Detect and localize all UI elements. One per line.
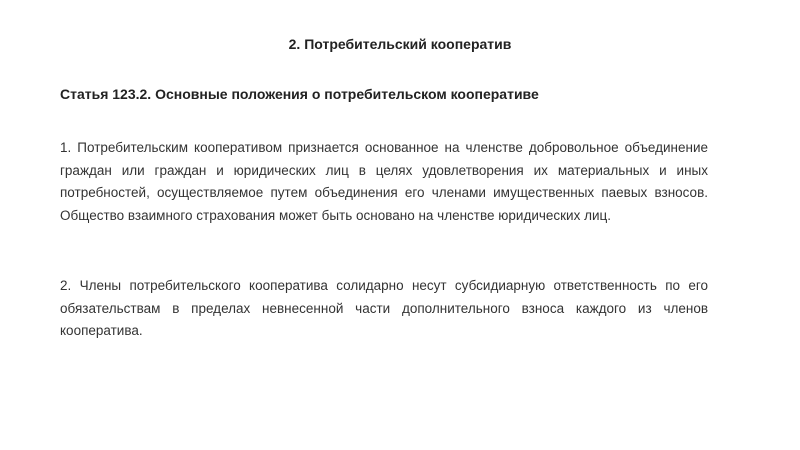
paragraph-1: 1. Потребительским кооперативом признается основанное на членстве добровольное объединение граждан или граждан и юридических лиц в целях удовлетворения их материальных и иных потребностей, осуществляемое путем объединения его членами имущественных паевых взносов. Общество взаимного страхования может быть основано на членстве юридических лиц.: [60, 140, 708, 223]
article-title: Статья 123.2. Основные положения о потребительском кооперативе: [60, 86, 539, 102]
section-title: 2. Потребительский кооператив: [288, 36, 512, 52]
paragraph-2: 2. Члены потребительского кооператива солидарно несут субсидиарную ответственность по его обязательствам в пределах невнесенной части дополнительного взноса каждого из членов кооператива.: [60, 278, 708, 338]
